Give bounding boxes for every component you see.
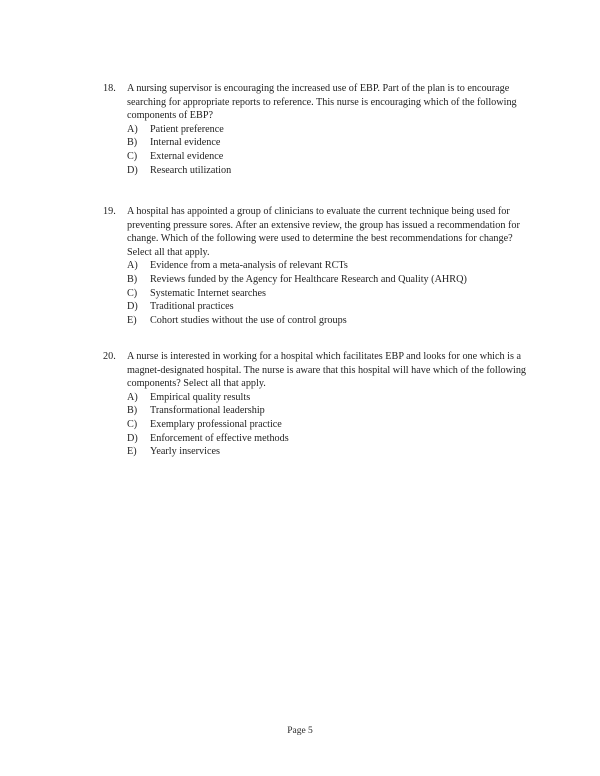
option-row bbox=[127, 150, 527, 164]
question-text: A hospital has appointed a group of clinicians to evaluate the current technique being used for preventing pressure sores. After an extensive review, the group has issued a recommendation for change. Which of the following were used to determine the best recommendations for change? Select all that apply. bbox=[127, 206, 520, 258]
option-text: Evidence from a meta-analysis of relevant RCTs bbox=[150, 260, 348, 272]
option-row bbox=[127, 273, 527, 287]
question-19-stem bbox=[103, 205, 527, 259]
option-row bbox=[127, 259, 527, 273]
question-block-18 bbox=[103, 82, 527, 177]
option-letter: D) bbox=[127, 301, 138, 313]
option-row bbox=[127, 136, 527, 150]
option-row bbox=[127, 164, 527, 178]
option-row bbox=[127, 404, 527, 418]
option-letter: E) bbox=[127, 314, 137, 326]
page-number-footer: Page 5 bbox=[287, 726, 313, 736]
option-text: Reviews funded by the Agency for Healthcare Research and Quality (AHRQ) bbox=[150, 273, 467, 285]
question-text: A nursing supervisor is encouraging the increased use of EBP. Part of the plan is to encourage searching for appropriate reports to reference. This nurse is encouraging which of the following components of EBP? bbox=[127, 83, 517, 122]
option-row bbox=[127, 123, 527, 137]
option-row bbox=[127, 314, 527, 328]
option-letter: B) bbox=[127, 137, 138, 149]
option-text: Cohort studies without the use of control groups bbox=[150, 314, 347, 326]
question-20-stem bbox=[103, 350, 527, 391]
option-text: Exemplary professional practice bbox=[150, 418, 282, 430]
question-number: 18. bbox=[103, 83, 116, 94]
option-text: Patient preference bbox=[150, 123, 224, 135]
question-block-19 bbox=[103, 205, 527, 327]
option-text: Transformational leadership bbox=[150, 405, 265, 417]
question-18-options bbox=[127, 123, 527, 177]
option-letter: C) bbox=[127, 418, 138, 430]
option-letter: D) bbox=[127, 164, 138, 176]
question-block-20 bbox=[103, 350, 527, 459]
option-text: Traditional practices bbox=[150, 301, 234, 313]
option-row bbox=[127, 287, 527, 301]
option-text: Enforcement of effective methods bbox=[150, 432, 289, 444]
question-18-stem bbox=[103, 82, 527, 123]
question-number: 19. bbox=[103, 206, 116, 217]
option-letter: D) bbox=[127, 432, 138, 444]
option-row bbox=[127, 432, 527, 446]
option-text: Research utilization bbox=[150, 164, 232, 176]
option-row bbox=[127, 391, 527, 405]
option-letter: C) bbox=[127, 287, 138, 299]
option-letter: B) bbox=[127, 273, 138, 285]
option-letter: A) bbox=[127, 391, 138, 403]
option-row bbox=[127, 445, 527, 459]
question-text: A nurse is interested in working for a hospital which facilitates EBP and looks for one which is a magnet-designated hospital. The nurse is aware that this hospital will have which of the following components? Select all that apply. bbox=[127, 351, 527, 390]
option-text: Empirical quality results bbox=[150, 391, 251, 403]
option-text: External evidence bbox=[150, 150, 224, 162]
option-text: Systematic Internet searches bbox=[150, 287, 266, 299]
option-letter: A) bbox=[127, 260, 138, 272]
question-number: 20. bbox=[103, 351, 116, 362]
option-letter: E) bbox=[127, 446, 137, 458]
option-text: Yearly inservices bbox=[150, 446, 220, 458]
option-letter: B) bbox=[127, 405, 138, 417]
question-19-options bbox=[127, 259, 527, 327]
option-row bbox=[127, 418, 527, 432]
option-text: Internal evidence bbox=[150, 137, 221, 149]
option-letter: C) bbox=[127, 150, 138, 162]
option-row bbox=[127, 300, 527, 314]
option-letter: A) bbox=[127, 123, 138, 135]
question-20-options bbox=[127, 391, 527, 459]
